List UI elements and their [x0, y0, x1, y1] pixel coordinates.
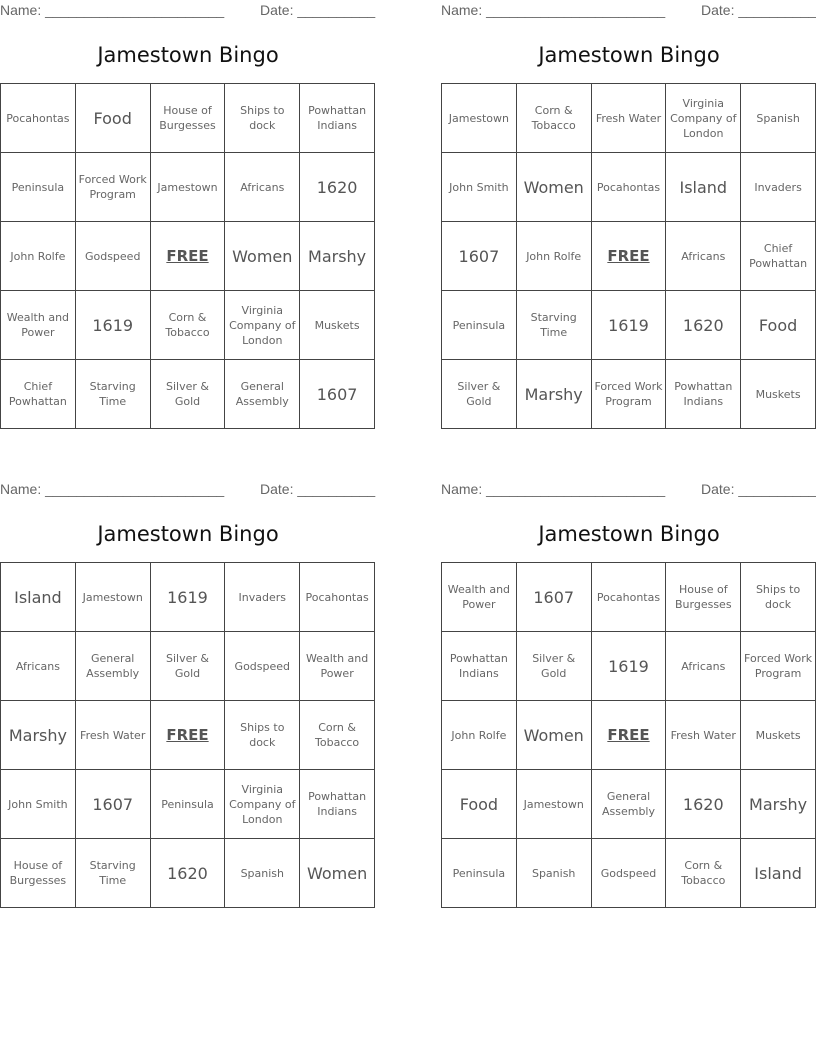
grid-row	[442, 839, 816, 908]
bingo-grid	[0, 83, 375, 429]
bingo-cell: Women	[516, 153, 591, 222]
bingo-cell: Corn & Tobacco	[150, 291, 225, 360]
bingo-cell: Marshy	[1, 701, 76, 770]
bingo-cell: Marshy	[741, 770, 816, 839]
bingo-cell: Fresh Water	[75, 701, 150, 770]
bingo-cell: Wealth and Power	[442, 563, 517, 632]
bingo-cell: Peninsula	[150, 770, 225, 839]
bingo-card-3	[0, 479, 376, 887]
name-field: Name: _______________________	[0, 2, 225, 18]
bingo-cell: 1620	[666, 291, 741, 360]
bingo-cell: Silver & Gold	[150, 360, 225, 429]
bingo-cell: General Assembly	[225, 360, 300, 429]
bingo-cell: FREE	[150, 222, 225, 291]
bingo-cell: Wealth and Power	[1, 291, 76, 360]
bingo-card-4	[441, 479, 816, 887]
bingo-cell: Spanish	[516, 839, 591, 908]
bingo-cell: Chief Powhattan	[741, 222, 816, 291]
date-field: Date: __________	[701, 2, 816, 18]
grid-row	[1, 291, 375, 360]
bingo-cell: Muskets	[741, 360, 816, 429]
bingo-cell: Silver & Gold	[442, 360, 517, 429]
bingo-cell: 1620	[666, 770, 741, 839]
bingo-cell: Ships to dock	[225, 84, 300, 153]
bingo-cell: Ships to dock	[741, 563, 816, 632]
bingo-cell: Marshy	[300, 222, 375, 291]
bingo-cell: House of Burgesses	[1, 839, 76, 908]
name-date-row	[0, 479, 376, 501]
bingo-cell: Marshy	[516, 360, 591, 429]
bingo-cell: 1619	[591, 632, 666, 701]
grid-row	[1, 84, 375, 153]
bingo-card-2	[441, 0, 816, 408]
bingo-grid	[441, 83, 816, 429]
bingo-cell: Silver & Gold	[150, 632, 225, 701]
bingo-cell: Powhattan Indians	[300, 770, 375, 839]
bingo-grid	[441, 562, 816, 908]
bingo-cell: Africans	[225, 153, 300, 222]
bingo-card-1	[0, 0, 376, 408]
bingo-cell: Powhattan Indians	[442, 632, 517, 701]
grid-row	[442, 360, 816, 429]
bingo-cell: Pocahontas	[300, 563, 375, 632]
name-date-row	[441, 479, 816, 501]
bingo-cell: Spanish	[741, 84, 816, 153]
bingo-cell: Women	[300, 839, 375, 908]
card-title: Jamestown Bingo	[538, 43, 720, 67]
bingo-cell: 1607	[442, 222, 517, 291]
bingo-cell: Jamestown	[442, 84, 517, 153]
bingo-cell: Pocahontas	[591, 153, 666, 222]
card-title: Jamestown Bingo	[97, 522, 279, 546]
bingo-cell: Africans	[1, 632, 76, 701]
bingo-cell: General Assembly	[75, 632, 150, 701]
grid-row	[1, 632, 375, 701]
bingo-cell: 1619	[75, 291, 150, 360]
bingo-cell: Food	[442, 770, 517, 839]
bingo-cell: Pocahontas	[591, 563, 666, 632]
bingo-cell: Silver & Gold	[516, 632, 591, 701]
bingo-cell: Forced Work Program	[741, 632, 816, 701]
bingo-cell: Island	[666, 153, 741, 222]
bingo-cell: Forced Work Program	[591, 360, 666, 429]
bingo-cell: John Smith	[1, 770, 76, 839]
name-date-row	[0, 0, 376, 22]
name-field: Name: _______________________	[441, 2, 666, 18]
bingo-cell: Corn & Tobacco	[300, 701, 375, 770]
grid-row	[442, 153, 816, 222]
bingo-cell: FREE	[591, 701, 666, 770]
bingo-cell: House of Burgesses	[666, 563, 741, 632]
bingo-cell: John Smith	[442, 153, 517, 222]
bingo-cell: Peninsula	[442, 291, 517, 360]
name-field: Name: _______________________	[441, 481, 666, 497]
bingo-cell: 1620	[300, 153, 375, 222]
grid-row	[1, 222, 375, 291]
bingo-cell: 1607	[516, 563, 591, 632]
bingo-cell: Muskets	[300, 291, 375, 360]
bingo-cell: Jamestown	[75, 563, 150, 632]
grid-row	[442, 84, 816, 153]
bingo-cell: Peninsula	[1, 153, 76, 222]
bingo-cell: Godspeed	[75, 222, 150, 291]
card-title: Jamestown Bingo	[97, 43, 279, 67]
bingo-grid	[0, 562, 375, 908]
bingo-cell: Godspeed	[225, 632, 300, 701]
bingo-cell: 1607	[300, 360, 375, 429]
bingo-cell: Invaders	[225, 563, 300, 632]
bingo-cell: Jamestown	[150, 153, 225, 222]
bingo-cell: Island	[1, 563, 76, 632]
bingo-cell: General Assembly	[591, 770, 666, 839]
grid-row	[442, 701, 816, 770]
bingo-cell: 1620	[150, 839, 225, 908]
bingo-cell: 1607	[75, 770, 150, 839]
bingo-cell: Women	[225, 222, 300, 291]
bingo-cell: Forced Work Program	[75, 153, 150, 222]
bingo-cell: Women	[516, 701, 591, 770]
bingo-cell: Africans	[666, 632, 741, 701]
name-field: Name: _______________________	[0, 481, 225, 497]
bingo-cell: Jamestown	[516, 770, 591, 839]
bingo-cell: Starving Time	[516, 291, 591, 360]
bingo-cell: Ships to dock	[225, 701, 300, 770]
bingo-cell: Food	[741, 291, 816, 360]
bingo-cell: Wealth and Power	[300, 632, 375, 701]
bingo-cell: Food	[75, 84, 150, 153]
bingo-cell: Fresh Water	[591, 84, 666, 153]
bingo-cell: Fresh Water	[666, 701, 741, 770]
bingo-cell: 1619	[150, 563, 225, 632]
date-field: Date: __________	[701, 481, 816, 497]
bingo-cell: John Rolfe	[442, 701, 517, 770]
grid-row	[442, 632, 816, 701]
grid-row	[1, 153, 375, 222]
grid-row	[442, 563, 816, 632]
bingo-cell: Invaders	[741, 153, 816, 222]
bingo-cell: Virginia Company of London	[666, 84, 741, 153]
name-date-row	[441, 0, 816, 22]
bingo-cell: Africans	[666, 222, 741, 291]
grid-row	[442, 291, 816, 360]
grid-row	[442, 222, 816, 291]
bingo-cell: Starving Time	[75, 360, 150, 429]
date-field: Date: __________	[260, 2, 376, 18]
bingo-cell: Corn & Tobacco	[666, 839, 741, 908]
bingo-cell: Pocahontas	[1, 84, 76, 153]
bingo-cell: Virginia Company of London	[225, 770, 300, 839]
bingo-cell: FREE	[150, 701, 225, 770]
bingo-cell: Powhattan Indians	[666, 360, 741, 429]
grid-row	[1, 563, 375, 632]
bingo-cell: Muskets	[741, 701, 816, 770]
bingo-cell: Starving Time	[75, 839, 150, 908]
bingo-cell: House of Burgesses	[150, 84, 225, 153]
bingo-cell: John Rolfe	[516, 222, 591, 291]
bingo-cell: Corn & Tobacco	[516, 84, 591, 153]
bingo-cell: 1619	[591, 291, 666, 360]
bingo-cell: Spanish	[225, 839, 300, 908]
grid-row	[1, 360, 375, 429]
bingo-cell: Peninsula	[442, 839, 517, 908]
bingo-cell: Virginia Company of London	[225, 291, 300, 360]
bingo-cell: FREE	[591, 222, 666, 291]
bingo-cell: John Rolfe	[1, 222, 76, 291]
grid-row	[1, 701, 375, 770]
bingo-cell: Island	[741, 839, 816, 908]
bingo-cell: Chief Powhattan	[1, 360, 76, 429]
date-field: Date: __________	[260, 481, 376, 497]
bingo-cell: Powhattan Indians	[300, 84, 375, 153]
grid-row	[1, 839, 375, 908]
grid-row	[1, 770, 375, 839]
card-title: Jamestown Bingo	[538, 522, 720, 546]
grid-row	[442, 770, 816, 839]
bingo-cell: Godspeed	[591, 839, 666, 908]
